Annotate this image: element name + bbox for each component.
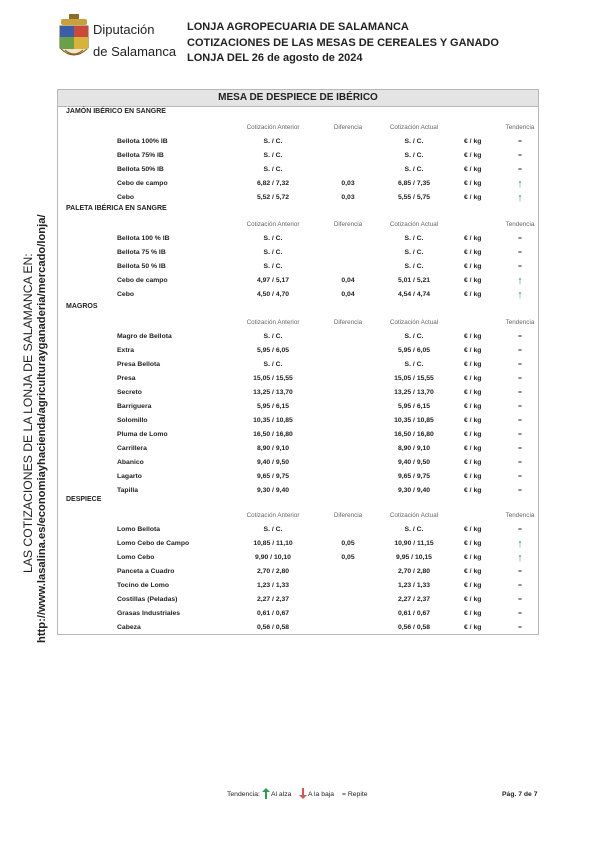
cell-prev: 4,97 / 5,17 (256, 277, 290, 284)
cell-prev: 5,95 / 6,05 (256, 347, 290, 354)
cell-name: Abanico (117, 459, 144, 466)
cell-unit: € / kg (464, 249, 482, 256)
cell-prev: 9,65 / 9,75 (256, 473, 290, 480)
cell-name: Bellota 75 % IB (117, 249, 166, 256)
cell-curr: 5,55 / 5,75 (397, 194, 431, 201)
cell-curr: S. / C. (404, 361, 424, 368)
legend-down-label: A la baja (308, 791, 335, 798)
cell-prev: 1,23 / 1,33 (256, 582, 290, 589)
cell-curr: 6,85 / 7,35 (397, 180, 431, 187)
cell-name: Extra (117, 347, 135, 354)
cell-unit: € / kg (464, 347, 482, 354)
cell-prev: 4,50 / 4,70 (256, 291, 290, 298)
cell-diff: 0,05 (341, 540, 355, 547)
cell-trend: = (518, 473, 522, 480)
cell-curr: 4,54 / 4,74 (397, 291, 431, 298)
column-header-curr: Cotización Actual (389, 319, 439, 326)
column-header-trend: Tendencia (505, 221, 535, 228)
cell-diff: 0,03 (341, 180, 355, 187)
cell-unit: € / kg (464, 361, 482, 368)
cell-curr: 9,30 / 9,40 (397, 487, 431, 494)
column-header-prev: Cotización Anterior (246, 319, 300, 326)
sidebar-caption: LAS COTIZACIONES DE LA LONJA DE SALAMANCA EN: (21, 253, 35, 573)
cell-name: Bellota 50% IB (117, 166, 164, 173)
cell-curr: 0,61 / 0,67 (397, 610, 431, 617)
column-header-trend: Tendencia (505, 512, 535, 519)
cell-name: Lomo Cebo (117, 554, 155, 561)
cell-trend: = (518, 389, 522, 396)
cell-name: Secreto (117, 389, 142, 396)
legend-label: Tendencia: (227, 791, 260, 798)
column-header-diff: Diferencia (333, 319, 363, 326)
cell-name: Carrillera (117, 445, 147, 452)
cell-curr: S. / C. (404, 138, 424, 145)
cell-trend: = (518, 459, 522, 466)
cell-curr: 9,65 / 9,75 (397, 473, 431, 480)
cell-curr: 9,40 / 9,50 (397, 459, 431, 466)
coat-of-arms-icon (57, 14, 91, 62)
cell-prev: 10,85 / 11,10 (253, 540, 293, 547)
cell-unit: € / kg (464, 445, 482, 452)
column-header-curr: Cotización Actual (389, 512, 439, 519)
cell-name: Cebo (117, 291, 134, 298)
cell-unit: € / kg (464, 152, 482, 159)
cell-unit: € / kg (464, 277, 482, 284)
header-line2: COTIZACIONES DE LAS MESAS DE CEREALES Y GANADO (187, 37, 499, 49)
cell-curr: 16,50 / 16,80 (394, 431, 434, 438)
cell-unit: € / kg (464, 180, 482, 187)
cell-name: Cebo de campo (117, 277, 168, 284)
cell-curr: 9,95 / 10,15 (396, 554, 432, 561)
column-header-diff: Diferencia (333, 124, 363, 131)
logo-text-line2: de Salamanca (93, 44, 177, 59)
cell-curr: S. / C. (404, 333, 424, 340)
cell-name: Bellota 75% IB (117, 152, 164, 159)
cell-unit: € / kg (464, 417, 482, 424)
cell-curr: S. / C. (404, 526, 424, 533)
cell-prev: 5,95 / 6,15 (256, 403, 290, 410)
cell-prev: S. / C. (263, 235, 283, 242)
cell-name: Bellota 100% IB (117, 138, 168, 145)
trend-up-icon: ↑ (517, 289, 523, 301)
cell-diff: 0,04 (341, 291, 355, 298)
cell-trend: = (518, 445, 522, 452)
trend-up-icon: ↑ (517, 178, 523, 190)
column-header-diff: Diferencia (333, 512, 363, 519)
cell-curr: 8,90 / 9,10 (397, 445, 431, 452)
cell-trend: = (518, 403, 522, 410)
cell-prev: S. / C. (263, 526, 283, 533)
cell-unit: € / kg (464, 194, 482, 201)
cell-curr: 5,01 / 5,21 (397, 277, 431, 284)
cell-trend: = (518, 417, 522, 424)
trend-up-icon: ↑ (517, 275, 523, 287)
price-table-panel (57, 89, 539, 635)
trend-up-icon: ↑ (517, 192, 523, 204)
cell-prev: 9,30 / 9,40 (256, 487, 290, 494)
cell-trend: = (518, 568, 522, 575)
header-line1: LONJA AGROPECUARIA DE SALAMANCA (187, 21, 409, 33)
cell-unit: € / kg (464, 487, 482, 494)
column-header-trend: Tendencia (505, 319, 535, 326)
cell-prev: S. / C. (263, 249, 283, 256)
cell-trend: = (518, 235, 522, 242)
cell-prev: 2,70 / 2,80 (256, 568, 290, 575)
cell-trend: = (518, 249, 522, 256)
cell-unit: € / kg (464, 610, 482, 617)
cell-curr: 1,23 / 1,33 (397, 582, 431, 589)
logo (57, 14, 177, 64)
cell-prev: 6,82 / 7,32 (256, 180, 290, 187)
cell-name: Cebo de campo (117, 180, 168, 187)
cell-diff: 0,05 (341, 554, 355, 561)
cell-curr: 15,05 / 15,55 (394, 375, 434, 382)
cell-unit: € / kg (464, 263, 482, 270)
cell-unit: € / kg (464, 473, 482, 480)
cell-prev: S. / C. (263, 166, 283, 173)
cell-unit: € / kg (464, 166, 482, 173)
cell-unit: € / kg (464, 403, 482, 410)
logo-text-line1: Diputación (93, 22, 155, 37)
cell-curr: 2,70 / 2,80 (397, 568, 431, 575)
cell-curr: S. / C. (404, 166, 424, 173)
cell-trend: = (518, 624, 522, 631)
cell-trend: = (518, 263, 522, 270)
section-title: MAGROS (66, 303, 98, 310)
table-title: MESA DE DESPIECE DE IBÉRICO (58, 90, 538, 107)
cell-name: Bellota 50 % IB (117, 263, 166, 270)
cell-prev: S. / C. (263, 138, 283, 145)
cell-unit: € / kg (464, 389, 482, 396)
cell-prev: 9,40 / 9,50 (256, 459, 290, 466)
cell-prev: S. / C. (263, 263, 283, 270)
cell-unit: € / kg (464, 624, 482, 631)
arrow-up-icon (262, 788, 270, 799)
page-number: Pág. 7 de 7 (502, 791, 538, 798)
cell-name: Presa Bellota (117, 361, 161, 368)
column-header-prev: Cotización Anterior (246, 124, 300, 131)
cell-name: Cebo (117, 194, 134, 201)
sidebar-url-link[interactable]: http://www.lasalina.es/economiayhacienda/agriculturayganaderia/mercado/lonja/ (36, 214, 48, 643)
cell-prev: 15,05 / 15,55 (253, 375, 293, 382)
cell-unit: € / kg (464, 375, 482, 382)
cell-trend: = (518, 152, 522, 159)
cell-name: Panceta a Cuadro (117, 568, 175, 575)
cell-prev: S. / C. (263, 333, 283, 340)
arrow-down-icon (299, 788, 307, 799)
cell-trend: = (518, 375, 522, 382)
cell-unit: € / kg (464, 568, 482, 575)
cell-unit: € / kg (464, 431, 482, 438)
cell-name: Costillas (Peladas) (117, 596, 178, 603)
cell-trend: = (518, 610, 522, 617)
cell-name: Barriguera (117, 403, 152, 410)
legend-eq-label: = Repite (342, 791, 368, 798)
cell-prev: S. / C. (263, 361, 283, 368)
cell-unit: € / kg (464, 333, 482, 340)
column-header-diff: Diferencia (333, 221, 363, 228)
cell-unit: € / kg (464, 540, 482, 547)
cell-curr: S. / C. (404, 235, 424, 242)
cell-curr: 5,95 / 6,15 (397, 403, 431, 410)
cell-curr: 0,56 / 0,58 (397, 624, 431, 631)
cell-name: Lomo Cebo de Campo (117, 540, 190, 547)
cell-trend: = (518, 487, 522, 494)
cell-unit: € / kg (464, 582, 482, 589)
cell-diff: 0,04 (341, 277, 355, 284)
cell-curr: 5,95 / 6,05 (397, 347, 431, 354)
cell-trend: = (518, 582, 522, 589)
cell-curr: 10,90 / 11,15 (394, 540, 434, 547)
cell-unit: € / kg (464, 291, 482, 298)
cell-name: Tapilla (117, 487, 139, 494)
cell-prev: 0,61 / 0,67 (256, 610, 290, 617)
cell-prev: 10,35 / 10,85 (253, 417, 293, 424)
cell-name: Tocino de Lomo (117, 582, 169, 589)
column-header-curr: Cotización Actual (389, 221, 439, 228)
trend-up-icon: ↑ (517, 538, 523, 550)
cell-name: Magro de Bellota (117, 333, 172, 340)
cell-name: Grasas Industriales (117, 610, 181, 617)
cell-name: Cabeza (117, 624, 141, 631)
cell-prev: S. / C. (263, 152, 283, 159)
cell-unit: € / kg (464, 138, 482, 145)
cell-prev: 2,27 / 2,37 (256, 596, 290, 603)
cell-trend: = (518, 361, 522, 368)
cell-prev: 5,52 / 5,72 (256, 194, 290, 201)
column-header-curr: Cotización Actual (389, 124, 439, 131)
cell-unit: € / kg (464, 526, 482, 533)
cell-curr: S. / C. (404, 152, 424, 159)
cell-curr: 2,27 / 2,37 (397, 596, 431, 603)
cell-trend: = (518, 347, 522, 354)
cell-prev: 13,25 / 13,70 (253, 389, 293, 396)
cell-prev: 0,56 / 0,58 (256, 624, 290, 631)
cell-trend: = (518, 526, 522, 533)
cell-trend: = (518, 596, 522, 603)
cell-curr: S. / C. (404, 249, 424, 256)
cell-name: Presa (117, 375, 136, 382)
legend-up-label: Al alza (271, 791, 292, 798)
cell-trend: = (518, 166, 522, 173)
column-header-trend: Tendencia (505, 124, 535, 131)
cell-trend: = (518, 333, 522, 340)
cell-prev: 8,90 / 9,10 (256, 445, 290, 452)
cell-name: Bellota 100 % IB (117, 235, 170, 242)
section-title: PALETA IBÉRICA EN SANGRE (66, 205, 167, 212)
cell-unit: € / kg (464, 554, 482, 561)
cell-unit: € / kg (464, 596, 482, 603)
cell-prev: 9,90 / 10,10 (255, 554, 291, 561)
cell-curr: 13,25 / 13,70 (394, 389, 434, 396)
cell-name: Solomillo (117, 417, 148, 424)
header-line3: LONJA DEL 26 de agosto de 2024 (187, 52, 363, 64)
cell-name: Lagarto (117, 473, 142, 480)
section-title: JAMÓN IBÉRICO EN SANGRE (66, 108, 166, 115)
cell-name: Lomo Bellota (117, 526, 161, 533)
cell-curr: 10,35 / 10,85 (394, 417, 434, 424)
cell-curr: S. / C. (404, 263, 424, 270)
cell-trend: = (518, 138, 522, 145)
cell-unit: € / kg (464, 235, 482, 242)
cell-name: Pluma de Lomo (117, 431, 168, 438)
column-header-prev: Cotización Anterior (246, 221, 300, 228)
cell-prev: 16,50 / 16,80 (253, 431, 293, 438)
cell-diff: 0,03 (341, 194, 355, 201)
section-title: DESPIECE (66, 496, 102, 503)
column-header-prev: Cotización Anterior (246, 512, 300, 519)
cell-unit: € / kg (464, 459, 482, 466)
cell-trend: = (518, 431, 522, 438)
trend-up-icon: ↑ (517, 552, 523, 564)
